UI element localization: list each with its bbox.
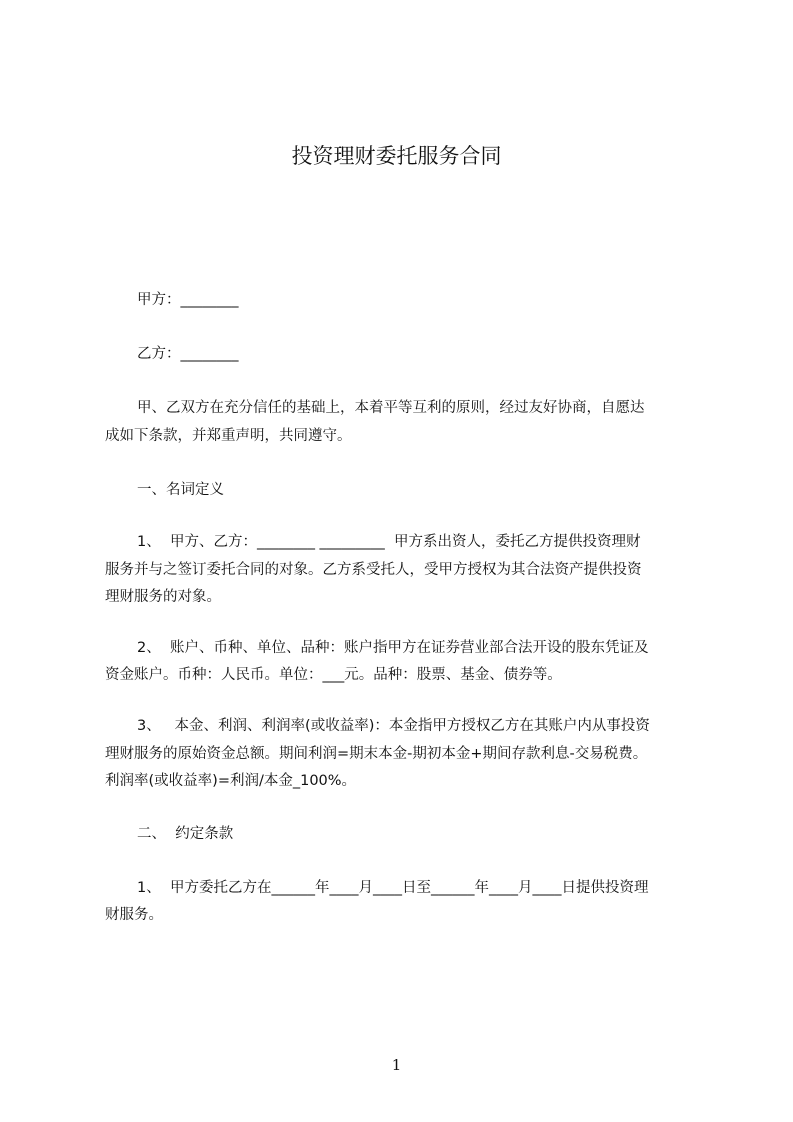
preamble-line-2: 成如下条款，并郑重声明，共同遵守。: [105, 428, 352, 444]
preamble-line-1: 甲、乙双方在充分信任的基础上，本着平等互利的原则，经过友好协商，自愿达: [137, 400, 645, 416]
item-3-line-2: 理财服务的原始资金总额。期间利润=期末本金-期初本金+期间存款利息-交易税费。: [105, 746, 648, 762]
item-3-line-3: 利润率(或收益率)=利润/本金_100%。: [105, 773, 357, 789]
section-1-heading: 一、名词定义: [137, 482, 224, 498]
item-1-line-1: 1、 甲方、乙方：________ _________ 甲方系出资人，委托乙方提供投资理财: [137, 534, 641, 550]
party-b-line: 乙方：________: [137, 346, 239, 362]
item-2-line-2: 资金账户。币种：人民币。单位：___元。品种：股票、基金、债券等。: [105, 667, 562, 683]
item-2-line-1: 2、 账户、币种、单位、品种：账户指甲方在证券营业部合法开设的股东凭证及: [137, 640, 649, 656]
item-1-line-3: 理财服务的对象。: [105, 589, 221, 605]
page-number: 1: [391, 1056, 402, 1074]
item-3-line-1: 3、 本金、利润、利润率(或收益率)：本金指甲方授权乙方在其账户内从事投资: [137, 718, 650, 734]
clause-1-line-1: 1、 甲方委托乙方在______年____月____日至______年____月____日提供投资理: [137, 880, 649, 896]
item-1-line-2: 服务并与之签订委托合同的对象。乙方系受托人，受甲方授权为其合法资产提供投资: [105, 562, 642, 578]
clause-1-line-2: 财服务。: [105, 907, 163, 923]
document-title: 投资理财委托服务合同: [291, 144, 502, 168]
section-2-heading: 二、 约定条款: [137, 826, 234, 842]
party-a-line: 甲方：________: [137, 292, 239, 308]
